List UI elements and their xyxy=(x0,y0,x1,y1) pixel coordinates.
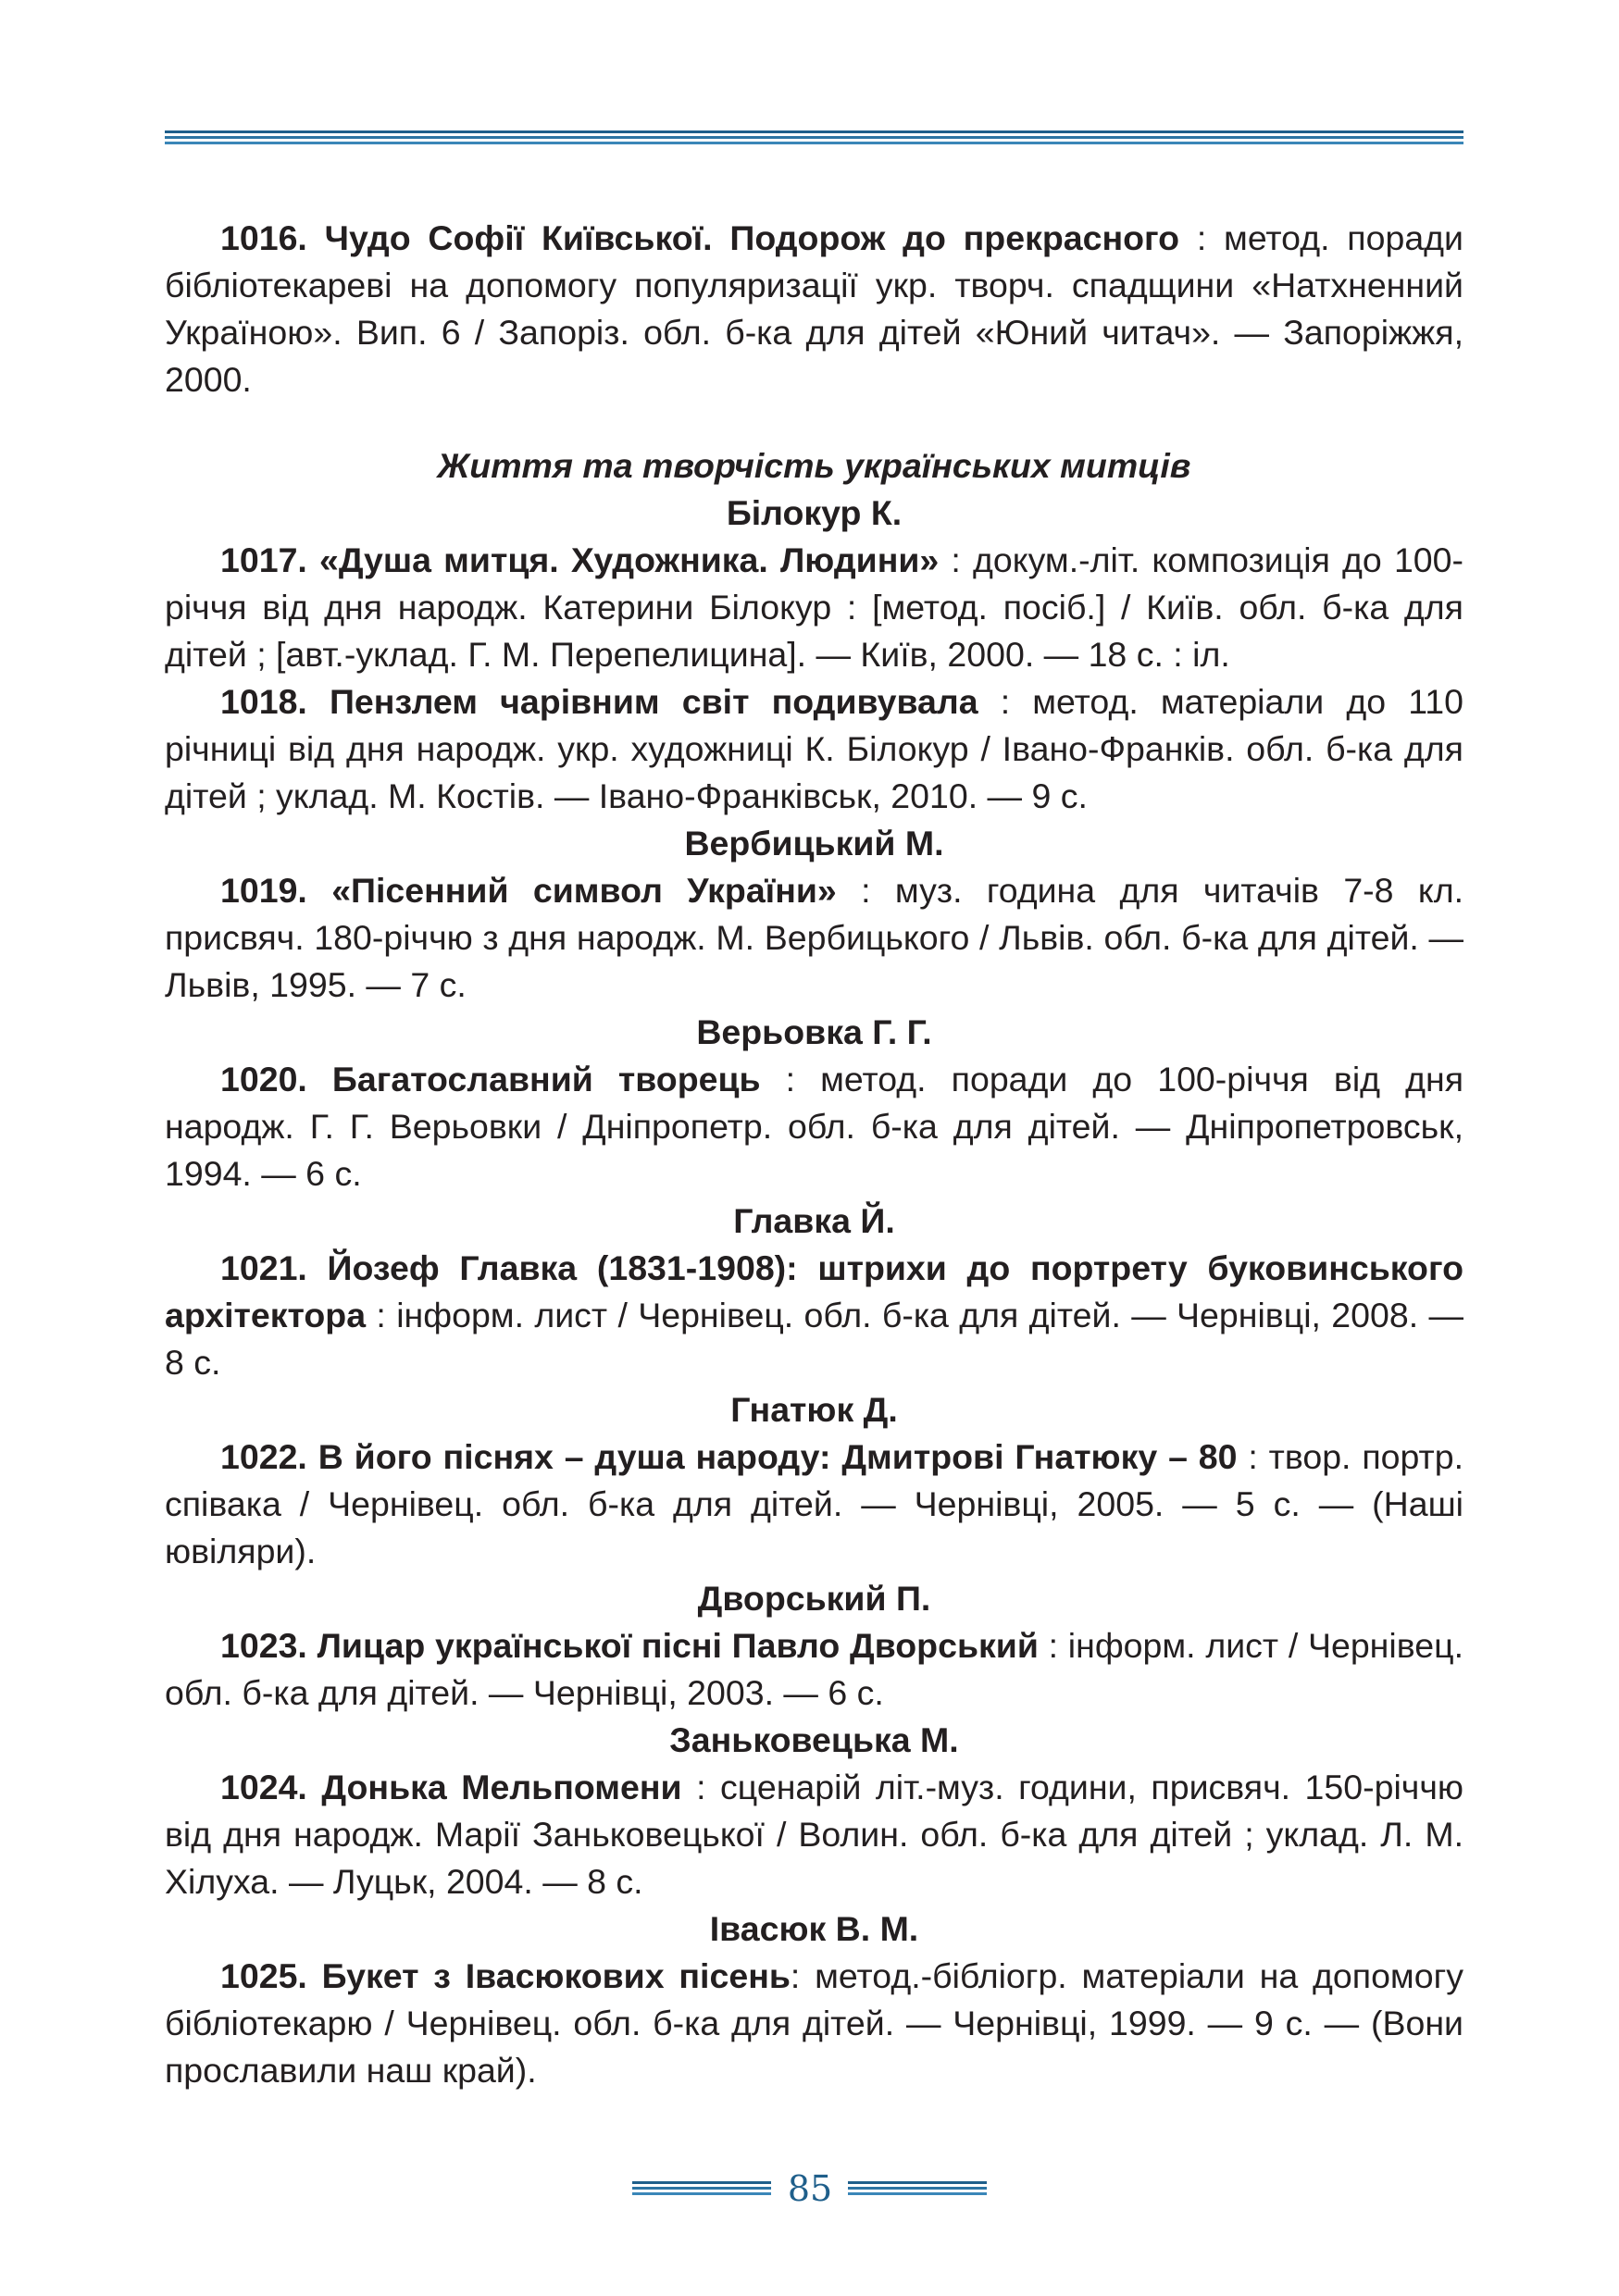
entry-title: 1023. Лицар української пісні Павло Дворський xyxy=(220,1626,1039,1665)
entry-description: : докум.-літ. композиція до 100-річчя від дня народж. Катерини Білокур : [метод. посіб.] / Київ. обл. б-ка для дітей ; [авт.-уклад. Г. М. Перепелицина]. — Київ, 2000. — 18 с. : іл. xyxy=(165,540,1463,674)
page-content xyxy=(165,215,1463,2094)
footer-rule-left xyxy=(632,2181,771,2195)
author-heading: Білокур К. xyxy=(726,493,903,532)
entry-description: : метод.-бібліогр. матеріали на допомогу бібліотекарю / Чернівец. обл. б-ка для дітей. — Чернівці, 1999. — 9 с. — (Вони прославили наш край). xyxy=(165,1956,1463,2090)
entry-description: : метод. поради до 100-річчя від дня народж. Г. Г. Верьовки / Дніпропетр. обл. б-ка для дітей. — Дніпропетровськ, 1994. — 6 с. xyxy=(165,1060,1463,1193)
entry-title: 1025. Букет з Івасюкових пісень xyxy=(220,1956,791,1995)
page-number: 85 xyxy=(787,2168,833,2209)
entry-description: : метод. матеріали до 110 річниці від дня народж. укр. художниці К. Білокур / Івано-Франків. обл. б-ка для дітей ; уклад. М. Костів. — Івано-Франківськ, 2010. — 9 с. xyxy=(165,682,1463,815)
entry-description: : інформ. лист / Чернівец. обл. б-ка для дітей. — Чернівці, 2008. — 8 с. xyxy=(165,1296,1463,1382)
page-footer xyxy=(0,2168,1619,2215)
entry-description: : інформ. лист / Чернівец. обл. б-ка для дітей. — Чернівці, 2003. — 6 с. xyxy=(165,1626,1463,1712)
entry-1024 xyxy=(165,1764,1463,1905)
entry-1022 xyxy=(165,1433,1463,1575)
author-heading: Івасюк В. М. xyxy=(709,1909,919,1948)
entry-title: 1024. Донька Мельпомени xyxy=(220,1768,682,1806)
entry-title: 1021. Йозеф Главка (1831-1908): штрихи до портрету буковинського архітектора xyxy=(165,1248,1463,1334)
entry-1020 xyxy=(165,1056,1463,1198)
entry-title: 1018. Пензлем чарівним світ подивувала xyxy=(220,682,978,721)
entry-description: : сценарій літ.-муз. години, присвяч. 150-річчю від дня народж. Марії Заньковецької / Волин. обл. б-ка для дітей ; уклад. Л. М. Хілуха. — Луцьк, 2004. — 8 с. xyxy=(165,1768,1463,1901)
entry-title: 1019. «Пісенний символ України» xyxy=(220,871,837,910)
author-heading: Дворський П. xyxy=(697,1579,931,1618)
section-title: Життя та творчість українських митців xyxy=(437,446,1191,485)
entry-title: 1020. Багатославний творець xyxy=(220,1060,761,1098)
author-heading: Главка Й. xyxy=(733,1201,895,1240)
header-rule xyxy=(165,130,1463,144)
author-heading: Вербицький М. xyxy=(684,824,944,863)
entry-description: : метод. поради бібліотекареві на допомогу популяризації укр. творч. спадщини «Натхненний Україною». Вип. 6 / Запоріз. обл. б-ка для дітей «Юний читач». — Запоріжжя, 2000. xyxy=(165,218,1464,399)
entry-description: : муз. година для читачів 7-8 кл. присвяч. 180-річчю з дня народж. М. Вербицького / Львів. обл. б-ка для дітей. — Львів, 1995. — 7 с. xyxy=(165,871,1463,1004)
author-heading: Гнатюк Д. xyxy=(730,1390,898,1429)
entry-1021 xyxy=(165,1245,1463,1386)
entry-1023 xyxy=(165,1622,1463,1717)
entry-title: 1022. В його піснях – душа народу: Дмитрові Гнатюку – 80 xyxy=(220,1437,1238,1476)
footer-rule-right xyxy=(848,2181,987,2195)
author-heading: Заньковецька М. xyxy=(669,1720,959,1759)
entry-1019 xyxy=(165,867,1463,1009)
entry-1018 xyxy=(165,678,1463,820)
entry-1017 xyxy=(165,537,1463,678)
entry-title: 1016. Чудо Софії Київської. Подорож до прекрасного xyxy=(220,218,1180,257)
entry-title: 1017. «Душа митця. Художника. Людини» xyxy=(220,540,940,579)
entry-1025 xyxy=(165,1953,1463,2094)
author-heading: Верьовка Г. Г. xyxy=(696,1012,932,1051)
entry-description: : твор. портр. співака / Чернівец. обл. б-ка для дітей. — Чернівці, 2005. — 5 с. — (Наші ювіляри). xyxy=(165,1437,1463,1570)
entry-1016 xyxy=(165,215,1463,403)
